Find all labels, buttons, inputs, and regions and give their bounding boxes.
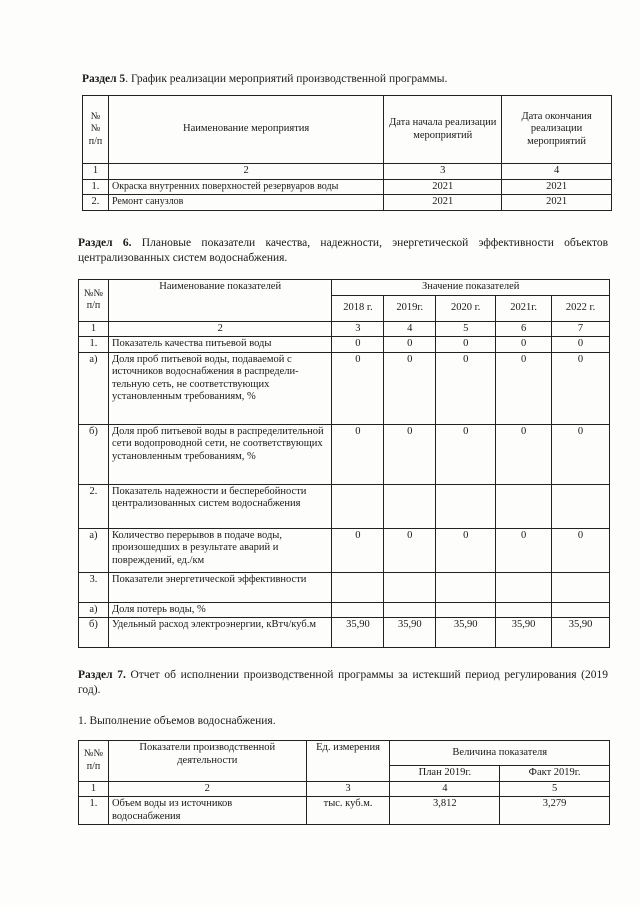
s6-row-value: 0 <box>496 424 552 484</box>
s6-row-value <box>332 484 384 528</box>
table-row <box>79 484 610 528</box>
s6-row-name: Показатель качества питьевой воды <box>108 337 332 353</box>
section6-heading <box>78 236 608 266</box>
s5-index-cell: 4 <box>502 164 612 180</box>
s6-row-value <box>332 602 384 618</box>
table-row <box>79 424 610 484</box>
s7-row-unit: тыс. куб.м. <box>306 797 390 825</box>
s6-row-name: Показатели энергетической эффективности <box>108 572 332 602</box>
s5-index-cell: 3 <box>384 164 502 180</box>
s7-row-name: Объем воды из источников водоснабжения <box>108 797 306 825</box>
s6-row-name: Доля потерь воды, % <box>108 602 332 618</box>
s6-row-value: 0 <box>552 352 610 424</box>
s6-row-value: 0 <box>384 337 436 353</box>
s6-row-value: 0 <box>436 337 496 353</box>
s5-row-start: 2021 <box>384 195 502 211</box>
s6-row-value: 35,90 <box>436 618 496 648</box>
table-row <box>83 195 612 211</box>
section6-title: Плановые показатели качества, надежности, энергетической эффективности объектов централизованных систем водоснабжения. <box>78 237 609 264</box>
s7-header-fact: Факт 2019г. <box>500 766 610 782</box>
s6-row-value <box>436 572 496 602</box>
section7-table <box>78 740 610 825</box>
s6-index-cell: 3 <box>332 321 384 337</box>
s6-row-value: 0 <box>496 352 552 424</box>
s6-row-value <box>436 484 496 528</box>
s6-index-cell: 5 <box>436 321 496 337</box>
s5-row-num: 1. <box>83 179 109 195</box>
s5-row-name: Ремонт санузлов <box>108 195 383 211</box>
s6-row-value <box>496 572 552 602</box>
s6-row-name: Удельный расход электроэнергии, кВтч/куб.м <box>108 618 332 648</box>
s6-header-num: №№ п/п <box>79 280 109 322</box>
section5-label: Раздел 5 <box>82 73 126 85</box>
section7-heading <box>78 668 608 698</box>
s7-index-cell: 3 <box>306 781 390 797</box>
s6-row-value <box>552 572 610 602</box>
s6-row-value: 35,90 <box>332 618 384 648</box>
s6-row-num: 1. <box>79 337 109 353</box>
section7-label: Раздел 7. <box>78 669 126 681</box>
s6-row-value <box>496 602 552 618</box>
s6-year-header: 2022 г. <box>552 295 610 321</box>
s6-row-value: 0 <box>552 424 610 484</box>
table-row <box>83 179 612 195</box>
section6-label: Раздел 6. <box>78 237 132 249</box>
s6-row-value: 0 <box>436 528 496 572</box>
s6-row-value <box>384 572 436 602</box>
s7-index-cell: 1 <box>79 781 109 797</box>
s6-row-num: б) <box>79 618 109 648</box>
s6-row-value: 35,90 <box>496 618 552 648</box>
s6-row-value: 0 <box>332 424 384 484</box>
table-row <box>79 352 610 424</box>
s5-header-name: Наименование мероприятия <box>108 96 383 164</box>
s6-row-name: Показатель надежности и бесперебойности централизованных систем водоснабжения <box>108 484 332 528</box>
s6-header-name: Наименование показателей <box>108 280 332 322</box>
s5-header-end: Дата окончания реализации мероприятий <box>502 96 612 164</box>
s5-header-num: №№ п/п <box>83 96 109 164</box>
s6-row-value: 0 <box>496 528 552 572</box>
s6-index-cell: 6 <box>496 321 552 337</box>
s6-row-num: а) <box>79 352 109 424</box>
s7-index-cell: 5 <box>500 781 610 797</box>
s6-row-value: 0 <box>332 352 384 424</box>
s7-header-unit: Ед. измерения <box>306 741 390 782</box>
s5-row-end: 2021 <box>502 195 612 211</box>
s7-header-plan: План 2019г. <box>390 766 500 782</box>
s5-index-cell: 1 <box>83 164 109 180</box>
s6-row-value: 0 <box>436 352 496 424</box>
s6-row-value <box>436 602 496 618</box>
s6-row-num: б) <box>79 424 109 484</box>
s7-row-num: 1. <box>79 797 109 825</box>
s6-header-values: Значение показателей <box>332 280 610 296</box>
s6-row-value <box>384 484 436 528</box>
section7-subtitle: 1. Выполнение объемов водоснабжения. <box>78 715 276 727</box>
section7-title: Отчет об исполнении производственной программы за истекший период регулирования (2019 год). <box>78 669 609 696</box>
table-row <box>79 337 610 353</box>
table-row <box>79 618 610 648</box>
s6-year-header: 2020 г. <box>436 295 496 321</box>
s6-row-name: Доля проб питьевой воды, подаваемой с источников водоснабжения в распредели-тельную сеть, не соответствующих установленным требованиям, % <box>108 352 332 424</box>
s6-row-name: Доля проб питьевой воды в распределительной сети водопроводной сети, не соответствующих установленным требованиям, % <box>108 424 332 484</box>
s6-row-value: 0 <box>436 424 496 484</box>
s6-row-value: 35,90 <box>384 618 436 648</box>
s7-header-num: №№ п/п <box>79 741 109 782</box>
s6-row-value: 0 <box>384 528 436 572</box>
s6-index-cell: 4 <box>384 321 436 337</box>
s6-index-cell: 1 <box>79 321 109 337</box>
s6-row-value: 0 <box>332 337 384 353</box>
s5-index-cell: 2 <box>108 164 383 180</box>
s7-header-value: Величина показателя <box>390 741 610 766</box>
s6-row-value: 0 <box>332 528 384 572</box>
s6-index-cell: 2 <box>108 321 332 337</box>
section5-heading <box>82 72 602 87</box>
s6-row-num: 3. <box>79 572 109 602</box>
s5-header-start: Дата начала реализации мероприятий <box>384 96 502 164</box>
s7-header-name: Показатели производственной деятельности <box>108 741 306 782</box>
s6-row-num: а) <box>79 528 109 572</box>
s6-year-header: 2018 г. <box>332 295 384 321</box>
s6-row-value: 0 <box>384 424 436 484</box>
s6-row-value: 0 <box>384 352 436 424</box>
s5-row-start: 2021 <box>384 179 502 195</box>
s6-row-value: 0 <box>552 528 610 572</box>
section6-table <box>78 279 610 648</box>
s5-row-name: Окраска внутренних поверхностей резервуаров воды <box>108 179 383 195</box>
s6-row-num: 2. <box>79 484 109 528</box>
section5-title: . График реализации мероприятий производственной программы. <box>125 73 448 85</box>
section5-table <box>82 95 612 211</box>
s6-row-value: 0 <box>496 337 552 353</box>
s7-index-cell: 4 <box>390 781 500 797</box>
table-row <box>79 602 610 618</box>
s6-row-name: Количество перерывов в подаче воды, произошедших в результате аварий и повреждений, ед./км <box>108 528 332 572</box>
s6-row-value <box>552 602 610 618</box>
s6-year-header: 2019г. <box>384 295 436 321</box>
s6-row-value <box>552 484 610 528</box>
s7-index-cell: 2 <box>108 781 306 797</box>
table-row <box>79 797 610 825</box>
s6-row-num: а) <box>79 602 109 618</box>
table-row <box>79 572 610 602</box>
s5-row-num: 2. <box>83 195 109 211</box>
s6-row-value: 0 <box>552 337 610 353</box>
s6-row-value: 35,90 <box>552 618 610 648</box>
s6-row-value <box>332 572 384 602</box>
s6-year-header: 2021г. <box>496 295 552 321</box>
s7-row-plan: 3,812 <box>390 797 500 825</box>
s5-row-end: 2021 <box>502 179 612 195</box>
s6-row-value <box>384 602 436 618</box>
s6-index-cell: 7 <box>552 321 610 337</box>
s7-row-fact: 3,279 <box>500 797 610 825</box>
table-row <box>79 528 610 572</box>
s6-row-value <box>496 484 552 528</box>
